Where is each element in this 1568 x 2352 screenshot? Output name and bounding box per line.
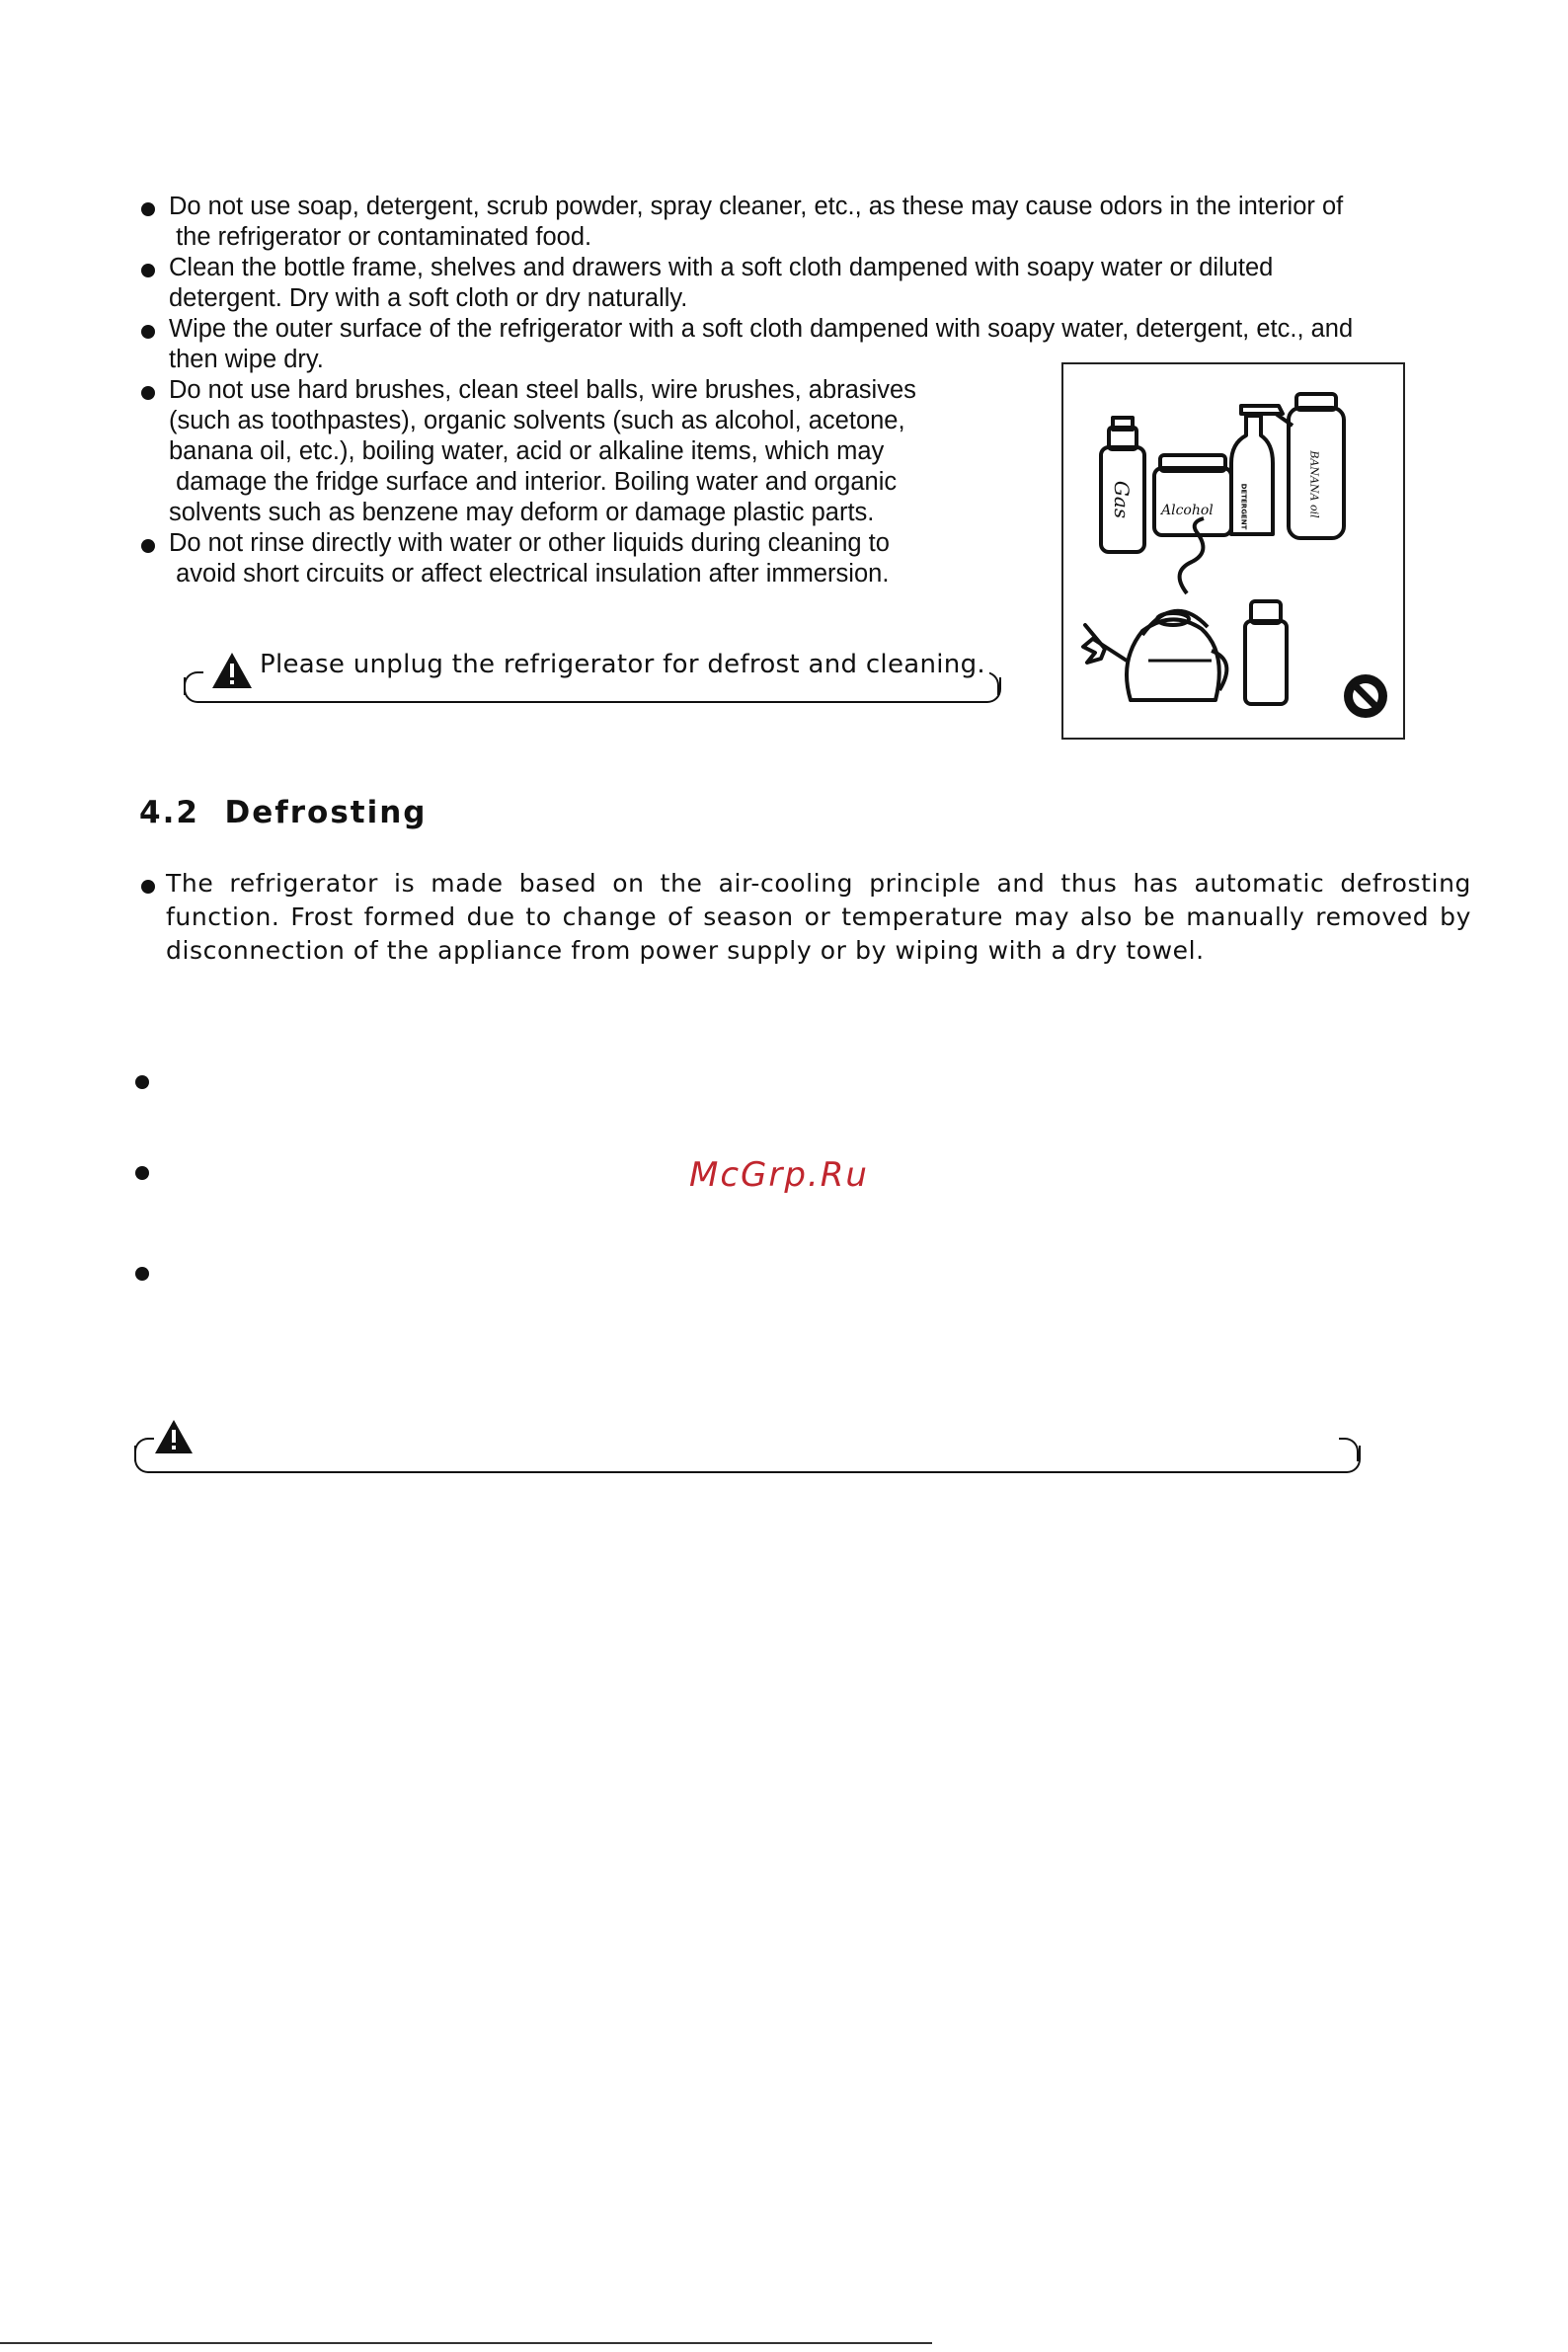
cleaning-agents-illustration bbox=[1061, 362, 1405, 740]
caution-text: Please unplug the refrigerator for defrost and cleaning. bbox=[260, 650, 989, 679]
bullet-icon bbox=[135, 1166, 149, 1180]
detergent-spray bbox=[1231, 416, 1273, 534]
banana-label: BANANA oil bbox=[1307, 450, 1321, 518]
warning-icon bbox=[211, 652, 253, 689]
alcohol-label: Alcohol bbox=[1161, 503, 1214, 518]
bullet-icon bbox=[141, 880, 155, 894]
bullet-icon bbox=[141, 539, 155, 553]
bullet-icon bbox=[141, 264, 155, 277]
bullet-icon bbox=[141, 202, 155, 216]
bullet-icon bbox=[141, 325, 155, 339]
cleaning-item: Do not use soap, detergent, scrub powder, spray cleaner, etc., as these may cause odors in the interior of the refrigerator or contaminated food. bbox=[169, 193, 1344, 251]
defrosting-text: The refrigerator is made based on the air-cooling principle and thus has automatic defrosting function. Frost formed due to change of season or temperature may also be manually removed by disconnection of the appliance from power supply or by wiping with a dry towel. bbox=[166, 869, 1471, 965]
cleaning-item: Clean the bottle frame, shelves and drawers with a soft cloth dampened with soapy water or diluted detergent. Dry with a soft cloth or dry naturally. bbox=[169, 254, 1274, 312]
small-bottle bbox=[1245, 621, 1287, 704]
gas-label: Gas bbox=[1110, 480, 1135, 519]
section-heading: 4.2 Defrosting bbox=[139, 795, 428, 830]
bullet-icon bbox=[141, 386, 155, 400]
bullet-icon bbox=[135, 1075, 149, 1089]
no-symbol-icon bbox=[1343, 673, 1388, 719]
cleaning-item: Do not rinse directly with water or other liquids during cleaning to avoid short circuits or affect electrical insulation after immersion. bbox=[169, 529, 890, 588]
bottom-rule bbox=[0, 2342, 932, 2344]
detergent-label: DETERGENT bbox=[1239, 483, 1248, 530]
bullet-icon bbox=[135, 1267, 149, 1281]
cleaning-item: Do not use hard brushes, clean steel balls, wire brushes, abrasives (such as toothpastes), organic solvents (such as alcohol, acetone, banana oil, etc.), boiling water, acid or alkaline items, which may damage the fridge surface and interior. Boiling water and organic solvents such as benzene may deform or damage plastic parts. bbox=[169, 376, 916, 526]
watermark: McGrp.Ru bbox=[689, 1155, 869, 1195]
warning-icon bbox=[154, 1419, 194, 1454]
cleaning-item: Wipe the outer surface of the refrigerator with a soft cloth dampened with soapy water, detergent, etc., and then wipe dry. bbox=[169, 315, 1354, 373]
